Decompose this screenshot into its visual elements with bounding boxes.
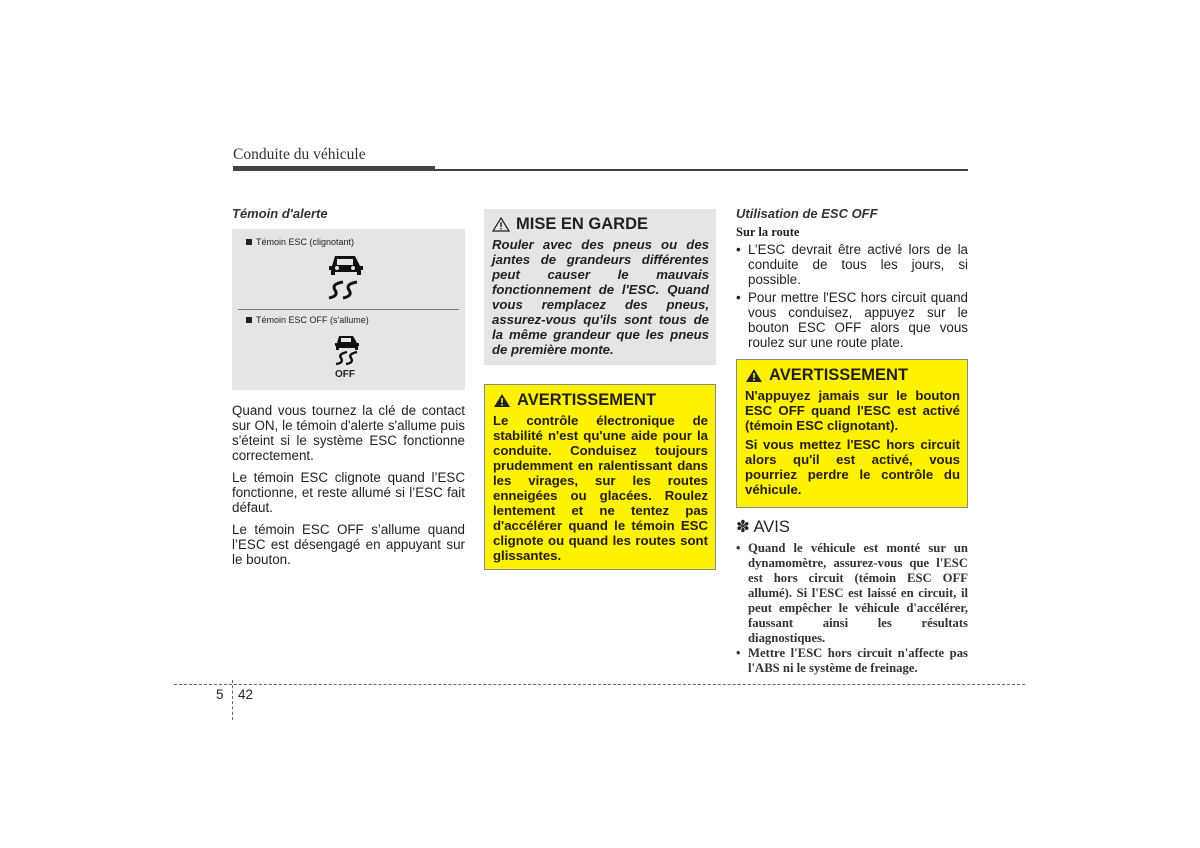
warning-triangle-icon [493,393,511,408]
warning-text [745,388,960,497]
footer-rule [174,684,1025,685]
page-number: 42 [238,687,254,702]
column-esc-off-usage [736,206,968,676]
chapter-number: 5 [216,687,224,702]
warning-title-text: AVERTISSEMENT [769,366,909,384]
warning-title-text: AVERTISSEMENT [517,391,657,409]
page-header-title: Conduite du véhicule [233,146,366,163]
warning-box-1 [484,384,716,570]
warning-triangle-icon [745,368,763,383]
avis-list [736,541,968,676]
indicator-esc-off-label [246,315,369,325]
section-title-esc-off: Utilisation de ESC OFF [736,206,878,221]
column-warning-light [232,206,465,574]
esc-off-bullets [736,242,968,350]
warning-title [493,391,708,410]
warning-box-2 [736,359,968,508]
esc-skid-car-icon [321,252,377,302]
indicator-esc-off-label-text: Témoin ESC OFF (s'allume) [256,315,369,325]
square-bullet-icon [246,239,252,245]
warning-light-body [232,403,465,567]
section-title-warning-light: Témoin d'alerte [232,206,328,221]
header-rule-thin [435,169,968,171]
warning-title [745,366,960,385]
paragraph: Le témoin ESC clignote quand l’ESC fonctionne, et reste allumé si l’ESC fait défaut. [232,470,465,515]
indicator-illustration-box [232,229,465,390]
caution-title [492,215,709,234]
warning-text: Le contrôle électronique de stabilité n'est qu'une aide pour la conduite. Conduisez toujours prudemment en ralentissant dans les virages, sur les routes enneigées ou glacées. Roulez lentement et ne tentez pas d'accélérer quand le témoin ESC clignote ou quand les routes sont glissantes. [493,413,708,563]
paragraph: Le témoin ESC OFF s’allume quand l’ESC est désengagé en appuyant sur le bouton. [232,522,465,567]
header-rule-thick [233,166,435,171]
esc-off-text: OFF [335,369,355,380]
caution-title-text: MISE EN GARDE [516,215,649,233]
caution-text: Rouler avec des pneus ou des jantes de grandeurs différentes peut causer le mauvais fonctionnement de l'ESC. Quand vous remplacez des pneus, assurez-vous qu'ils sont tous de la même grandeur que les pneus de première monte. [492,237,709,357]
list-item: • Quand le véhicule est monté sur un dynamomètre, assurez-vous que l'ESC est hors circuit (témoin ESC OFF allumé). Si l'ESC est laissé en circuit, il peut empêcher le véhicule d'accélérer, faussant ainsi les résultats diagnostiques. [736,541,968,646]
footer-vertical-rule [232,680,233,720]
column-cautions [484,209,716,570]
list-item: • L’ESC devrait être activé lors de la conduite de tous les jours, si possible. [736,242,968,287]
paragraph: N'appuyez jamais sur le bouton ESC OFF quand l'ESC est activé (témoin ESC clignotant). [745,388,960,433]
subheading-on-road: Sur la route [736,225,800,239]
caution-box [484,209,716,365]
list-item: • Pour mettre l'ESC hors circuit quand vous conduisez, appuyez sur le bouton ESC OFF alors que vous roulez sur une route plate. [736,290,968,350]
square-bullet-icon [246,317,252,323]
indicator-divider [238,309,459,310]
indicator-esc-label-text: Témoin ESC (clignotant) [256,237,355,247]
esc-off-car-icon [332,334,362,366]
list-item: • Mettre l'ESC hors circuit n'affecte pas l'ABS ni le système de freinage. [736,646,968,676]
avis-title: ✽ AVIS [736,518,790,536]
caution-triangle-icon [492,217,510,232]
indicator-esc-label [246,237,354,247]
paragraph: Si vous mettez l'ESC hors circuit alors qu'il est activé, vous pourriez perdre le contrôle du véhicule. [745,437,960,497]
paragraph: Quand vous tournez la clé de contact sur ON, le témoin d'alerte s'allume puis s'éteint si le système ESC fonctionne correctement. [232,403,465,463]
